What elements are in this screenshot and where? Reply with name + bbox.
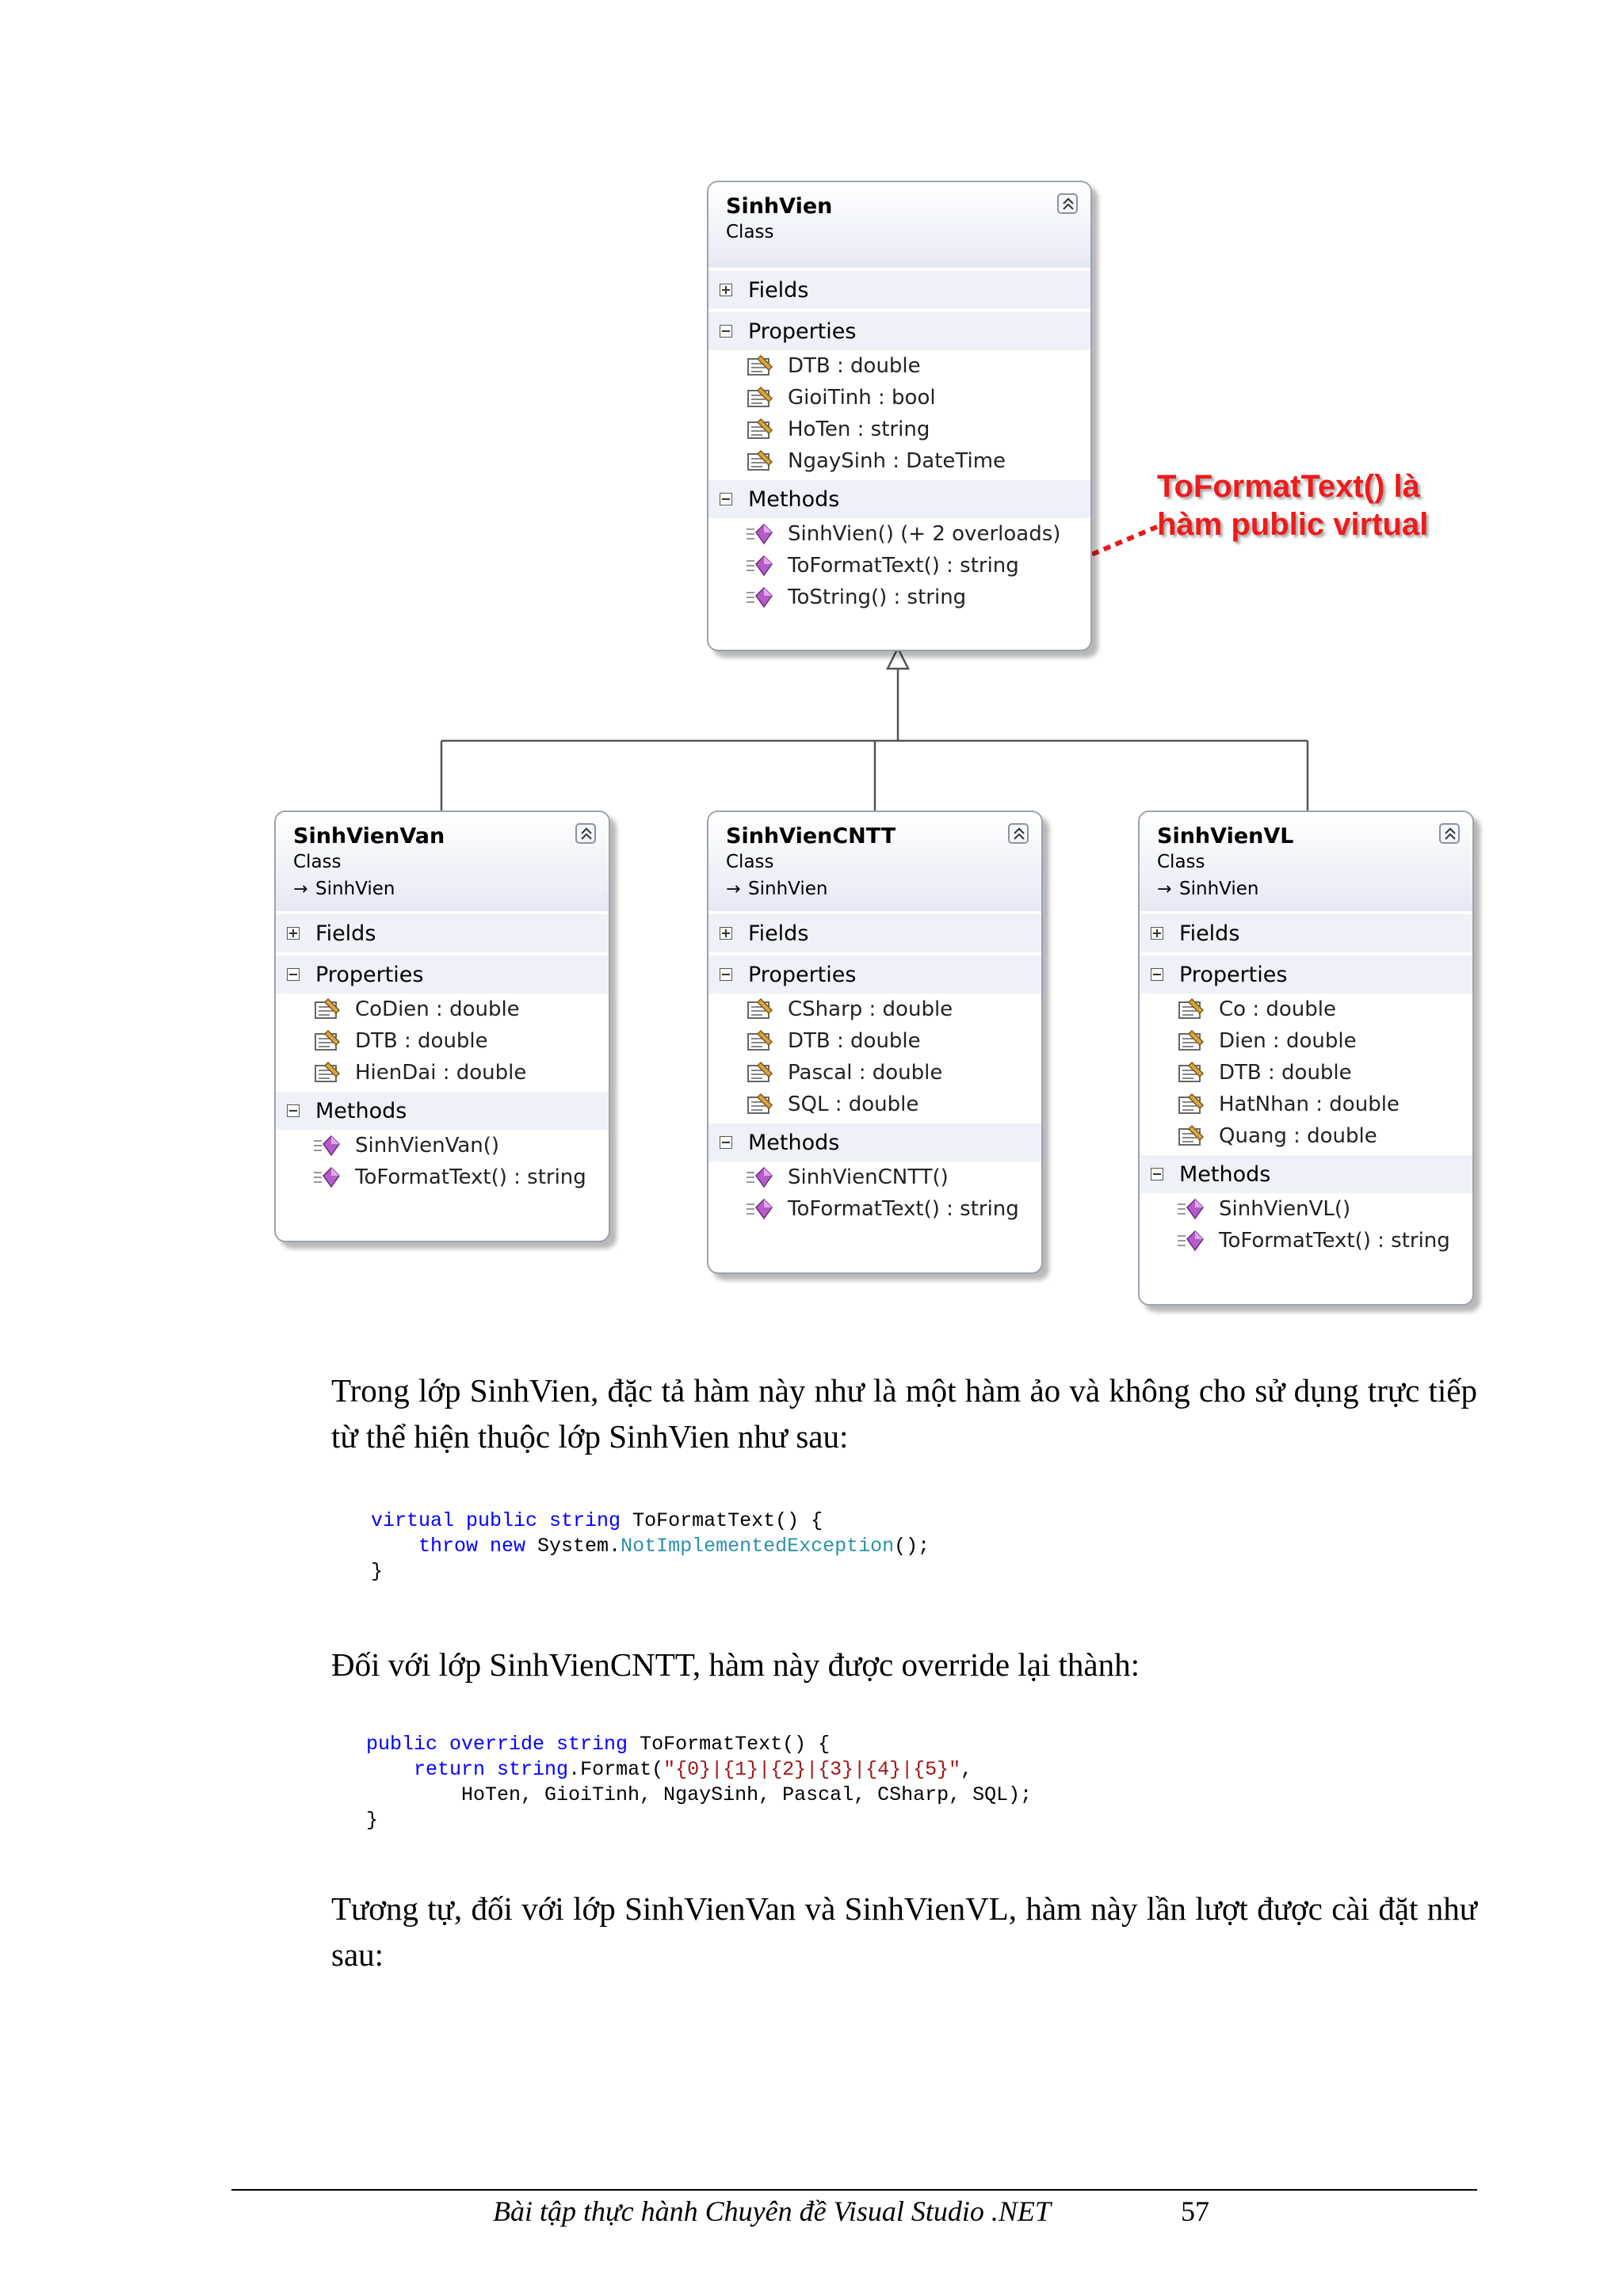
- section-title: Fields: [748, 921, 809, 946]
- footer-rule: [231, 2189, 1477, 2191]
- member-label: HatNhan : double: [1219, 1093, 1400, 1116]
- section-methods[interactable]: [708, 1123, 1041, 1161]
- member-label: DTB : double: [788, 1029, 921, 1053]
- member-label: CSharp : double: [788, 997, 953, 1021]
- member-label: SinhVienVan(): [355, 1134, 500, 1158]
- member-label: Pascal : double: [788, 1061, 943, 1085]
- method-icon: [745, 521, 777, 547]
- code2-return: return: [414, 1758, 486, 1781]
- member-label: SQL : double: [788, 1093, 919, 1116]
- method-icon: [1176, 1227, 1208, 1254]
- base-class-label: → SinhVien: [1157, 874, 1455, 905]
- code1-exception-type: NotImplementedException: [621, 1535, 895, 1558]
- paragraph-1: Trong lớp SinhVien, đặc tả hàm này như là một hàm ảo và không cho sử dụng trực tiếp từ thể hiện thuộc lớp SinhVien như sau:: [331, 1372, 1477, 1455]
- method-icon: [745, 1196, 777, 1222]
- expand-toggle-icon[interactable]: [720, 927, 732, 940]
- section-properties[interactable]: [1140, 955, 1472, 994]
- property-icon: [745, 353, 777, 379]
- collapse-chevron-icon[interactable]: [575, 823, 596, 844]
- callout-line-1: ToFormatText() là: [1157, 469, 1420, 504]
- member-label: DTB : double: [788, 354, 921, 378]
- class-stereotype: Class: [726, 222, 774, 242]
- member-label: HienDai : double: [355, 1061, 527, 1085]
- member-method[interactable]: [708, 582, 1090, 613]
- code1-close: }: [371, 1560, 384, 1583]
- collapse-toggle-icon[interactable]: [1151, 1168, 1163, 1180]
- base-class-label: → SinhVien: [726, 874, 1024, 905]
- callout-note: [1157, 467, 1428, 543]
- code2-keywords: public override string: [366, 1733, 628, 1756]
- class-stereotype: Class: [726, 852, 774, 872]
- code1-line1: ToFormatText() {: [621, 1509, 823, 1532]
- section-title: Methods: [1179, 1161, 1271, 1187]
- property-icon: [1176, 1123, 1208, 1150]
- member-property[interactable]: [708, 1057, 1041, 1089]
- member-property[interactable]: [1140, 1057, 1472, 1089]
- section-fields[interactable]: [708, 271, 1090, 309]
- member-method[interactable]: [1140, 1225, 1472, 1257]
- class-box-sinhviencntt[interactable]: [707, 810, 1043, 1274]
- inherits-arrow-icon: →: [726, 879, 741, 899]
- property-icon: [745, 416, 777, 443]
- member-label: Co : double: [1219, 997, 1336, 1021]
- section-methods[interactable]: [708, 480, 1090, 518]
- property-icon: [312, 1028, 344, 1055]
- member-label: HoTen : string: [788, 418, 930, 441]
- property-icon: [745, 1028, 777, 1055]
- member-method[interactable]: [276, 1130, 609, 1161]
- class-name: SinhVienVL: [1157, 824, 1294, 849]
- section-properties[interactable]: [276, 955, 609, 994]
- method-icon: [1176, 1196, 1208, 1222]
- section-title: Fields: [1179, 921, 1240, 946]
- class-header: [708, 182, 1090, 268]
- property-icon: [745, 448, 777, 475]
- member-label: NgaySinh : DateTime: [788, 449, 1006, 473]
- class-box-sinhvien[interactable]: [707, 181, 1092, 651]
- member-property[interactable]: [708, 1025, 1041, 1057]
- property-icon: [1176, 1059, 1208, 1086]
- member-property[interactable]: [1140, 1120, 1472, 1152]
- code-block-override: [366, 1732, 1032, 1833]
- member-method[interactable]: [708, 1193, 1041, 1225]
- member-property[interactable]: [708, 350, 1090, 382]
- code2-space: [485, 1758, 497, 1781]
- inherits-arrow-icon: →: [293, 879, 308, 899]
- code2-line1: ToFormatText() {: [628, 1733, 831, 1756]
- property-icon: [745, 384, 777, 411]
- member-label: ToFormatText() : string: [355, 1165, 586, 1189]
- member-label: DTB : double: [1219, 1061, 1352, 1085]
- member-property[interactable]: [708, 1089, 1041, 1120]
- class-header: [708, 812, 1041, 911]
- section-title: Properties: [748, 318, 857, 344]
- property-icon: [312, 996, 344, 1023]
- section-title: Properties: [748, 962, 857, 987]
- section-fields[interactable]: [1140, 914, 1472, 952]
- member-label: SinhVien() (+ 2 overloads): [788, 522, 1061, 546]
- property-icon: [1176, 996, 1208, 1023]
- collapse-chevron-icon[interactable]: [1439, 823, 1460, 844]
- member-label: Dien : double: [1219, 1029, 1357, 1053]
- section-properties[interactable]: [708, 312, 1090, 350]
- method-icon: [745, 584, 777, 611]
- code1-throw: throw new: [418, 1535, 526, 1558]
- expand-toggle-icon[interactable]: [287, 927, 300, 940]
- method-icon: [745, 552, 777, 579]
- member-method[interactable]: [708, 1161, 1041, 1193]
- collapse-toggle-icon[interactable]: [1151, 968, 1163, 981]
- member-property[interactable]: [276, 1057, 609, 1089]
- code1-call-end: ();: [894, 1535, 930, 1558]
- section-title: Properties: [315, 962, 424, 987]
- section-fields[interactable]: [276, 914, 609, 952]
- section-title: Methods: [748, 1130, 840, 1155]
- class-name: SinhVien: [726, 194, 833, 219]
- footer-title: Bài tập thực hành Chuyên đề Visual Studio .NET: [493, 2195, 1051, 2227]
- section-methods[interactable]: [1140, 1155, 1472, 1193]
- collapse-toggle-icon[interactable]: [720, 1136, 732, 1149]
- section-title: Methods: [315, 1098, 407, 1123]
- member-method[interactable]: [276, 1161, 609, 1193]
- code2-close: }: [366, 1809, 379, 1832]
- property-icon: [745, 996, 777, 1023]
- class-header: [1140, 812, 1472, 911]
- section-fields[interactable]: [708, 914, 1041, 952]
- inherits-arrow-icon: →: [1157, 879, 1172, 899]
- member-property[interactable]: [1140, 994, 1472, 1025]
- section-title: Fields: [315, 921, 376, 946]
- member-property[interactable]: [1140, 1089, 1472, 1120]
- section-title: Properties: [1179, 962, 1288, 987]
- collapse-toggle-icon[interactable]: [720, 968, 732, 981]
- code1-keywords: virtual public string: [371, 1509, 621, 1532]
- code1-indent: [371, 1535, 418, 1558]
- member-label: CoDien : double: [355, 997, 520, 1021]
- property-icon: [745, 1059, 777, 1086]
- class-box-sinhvienvan[interactable]: [274, 810, 610, 1242]
- base-class-label: → SinhVien: [293, 874, 591, 905]
- member-method[interactable]: [1140, 1193, 1472, 1225]
- member-label: ToFormatText() : string: [788, 554, 1019, 578]
- member-label: ToFormatText() : string: [1219, 1229, 1450, 1253]
- code2-format-string: "{0}|{1}|{2}|{3}|{4}|{5}": [663, 1758, 961, 1781]
- property-icon: [1176, 1091, 1208, 1118]
- member-property[interactable]: [708, 994, 1041, 1025]
- property-icon: [745, 1091, 777, 1118]
- member-property[interactable]: [1140, 1025, 1472, 1057]
- property-icon: [1176, 1028, 1208, 1055]
- paragraph-3: Tương tự, đối với lớp SinhVienVan và SinhVienVL, hàm này lần lượt được cài đặt như sau:: [331, 1890, 1477, 1973]
- code2-string-kw: string: [497, 1758, 569, 1781]
- callout-line-2: hàm public virtual: [1157, 507, 1429, 542]
- code2-comma: ,: [960, 1758, 973, 1781]
- section-title: Fields: [748, 277, 809, 303]
- expand-toggle-icon[interactable]: [720, 284, 732, 296]
- member-label: SinhVienVL(): [1219, 1197, 1351, 1221]
- member-label: ToFormatText() : string: [788, 1197, 1019, 1221]
- class-stereotype: Class: [1157, 852, 1205, 872]
- class-stereotype: Class: [293, 852, 342, 872]
- class-box-sinhvienvl[interactable]: [1138, 810, 1474, 1306]
- collapse-toggle-icon[interactable]: [720, 493, 732, 505]
- method-icon: [312, 1132, 344, 1159]
- collapse-toggle-icon[interactable]: [287, 968, 300, 981]
- member-label: GioiTinh : bool: [788, 386, 936, 410]
- code2-format: .Format(: [568, 1758, 664, 1781]
- collapse-chevron-icon[interactable]: [1008, 823, 1029, 844]
- collapse-toggle-icon[interactable]: [720, 325, 732, 338]
- code1-system: System.: [525, 1535, 621, 1558]
- member-property[interactable]: [276, 1025, 609, 1057]
- class-header: [276, 812, 609, 911]
- member-property[interactable]: [276, 994, 609, 1025]
- member-property[interactable]: [708, 414, 1090, 445]
- section-methods[interactable]: [276, 1092, 609, 1130]
- section-properties[interactable]: [708, 955, 1041, 994]
- property-icon: [312, 1059, 344, 1086]
- member-label: Quang : double: [1219, 1124, 1377, 1148]
- member-property[interactable]: [708, 445, 1090, 477]
- collapse-chevron-icon[interactable]: [1057, 193, 1078, 214]
- code-block-virtual: [371, 1508, 930, 1585]
- member-method[interactable]: [708, 550, 1090, 582]
- member-label: SinhVienCNTT(): [788, 1165, 949, 1189]
- expand-toggle-icon[interactable]: [1151, 927, 1163, 940]
- page-number: 57: [1181, 2195, 1209, 2227]
- class-name: SinhVienCNTT: [726, 824, 896, 849]
- method-icon: [745, 1164, 777, 1191]
- paragraph-2: Đối với lớp SinhVienCNTT, hàm này được override lại thành:: [331, 1646, 1140, 1683]
- member-method[interactable]: [708, 518, 1090, 550]
- method-icon: [312, 1164, 344, 1191]
- member-label: ToString() : string: [788, 585, 967, 609]
- code2-args: HoTen, GioiTinh, NgaySinh, Pascal, CSharp, SQL);: [366, 1783, 1033, 1806]
- collapse-toggle-icon[interactable]: [287, 1104, 300, 1117]
- member-label: DTB : double: [355, 1029, 488, 1053]
- code2-indent: [366, 1758, 414, 1781]
- class-name: SinhVienVan: [293, 824, 445, 849]
- section-title: Methods: [748, 486, 840, 512]
- member-property[interactable]: [708, 382, 1090, 414]
